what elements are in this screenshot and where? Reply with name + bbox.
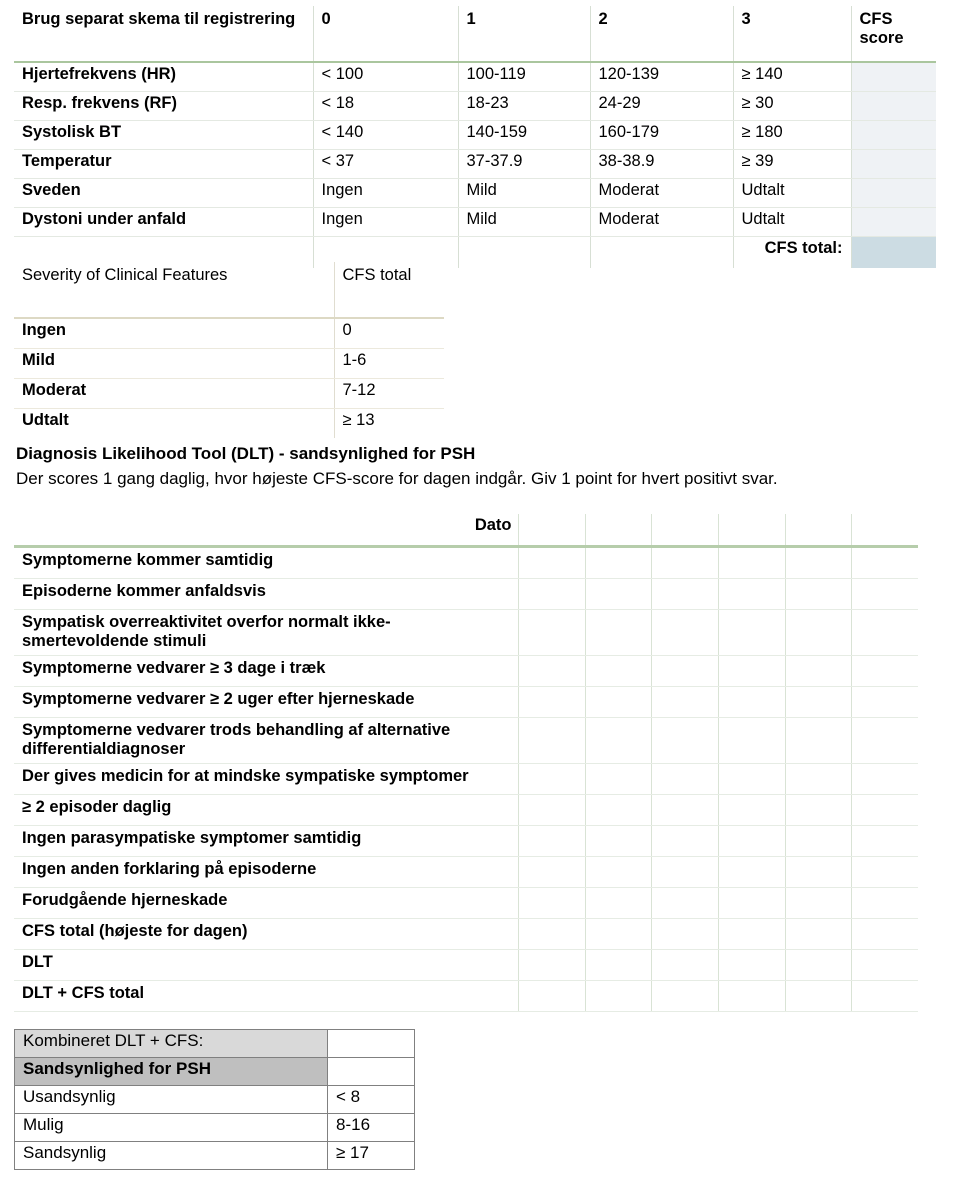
severity-table bbox=[14, 262, 444, 438]
table-row bbox=[14, 349, 444, 379]
table-row bbox=[14, 980, 918, 1011]
table-row bbox=[15, 1086, 415, 1114]
table-row bbox=[14, 610, 918, 656]
dlt-score-cell[interactable] bbox=[585, 887, 651, 918]
table-row bbox=[14, 379, 444, 409]
table-row bbox=[14, 547, 918, 579]
dlt-row-label: ≥ 2 episoder daglig bbox=[14, 794, 518, 825]
cfs-cell-1: Mild bbox=[458, 208, 590, 237]
dlt-score-cell[interactable] bbox=[851, 794, 918, 825]
dlt-score-cell[interactable] bbox=[651, 610, 718, 656]
cfs-header-2: 2 bbox=[590, 6, 733, 62]
cfs-score-input-cell[interactable] bbox=[851, 150, 936, 179]
cfs-cell-3: Udtalt bbox=[733, 208, 851, 237]
dlt-row-label: Der gives medicin for at mindske sympatiske symptomer bbox=[14, 763, 518, 794]
dlt-score-cell[interactable] bbox=[651, 918, 718, 949]
dlt-score-cell[interactable] bbox=[718, 655, 785, 686]
dlt-score-cell[interactable] bbox=[518, 717, 585, 763]
table-row bbox=[14, 579, 918, 610]
table-row bbox=[14, 655, 918, 686]
table-row bbox=[14, 686, 918, 717]
table-row bbox=[15, 1142, 415, 1170]
dlt-score-cell[interactable] bbox=[851, 547, 918, 579]
cfs-header-1: 1 bbox=[458, 6, 590, 62]
cfs-scoring-table bbox=[14, 6, 936, 268]
combined-total-value-cell[interactable] bbox=[328, 1030, 415, 1058]
dlt-score-cell[interactable] bbox=[718, 579, 785, 610]
dlt-score-cell[interactable] bbox=[851, 610, 918, 656]
dlt-score-cell[interactable] bbox=[585, 794, 651, 825]
dlt-score-cell[interactable] bbox=[718, 717, 785, 763]
cfs-cell-1: 100-119 bbox=[458, 62, 590, 92]
table-row bbox=[14, 918, 918, 949]
dlt-date-cell[interactable] bbox=[585, 514, 651, 547]
dlt-score-cell[interactable] bbox=[518, 918, 585, 949]
cfs-cell-3: ≥ 30 bbox=[733, 92, 851, 121]
cfs-header-0: 0 bbox=[313, 6, 458, 62]
cfs-cell-1: 140-159 bbox=[458, 121, 590, 150]
cfs-score-input-cell[interactable] bbox=[851, 179, 936, 208]
dlt-score-cell[interactable] bbox=[851, 686, 918, 717]
likelihood-row-label: Sandsynlig bbox=[15, 1142, 328, 1170]
dlt-score-cell[interactable] bbox=[785, 825, 851, 856]
cfs-cell-3: ≥ 180 bbox=[733, 121, 851, 150]
table-row bbox=[14, 62, 936, 92]
dlt-score-cell[interactable] bbox=[851, 763, 918, 794]
cfs-cell-3: Udtalt bbox=[733, 179, 851, 208]
table-row bbox=[14, 150, 936, 179]
dlt-row-label: Symptomerne vedvarer ≥ 2 uger efter hjerneskade bbox=[14, 686, 518, 717]
dlt-score-cell[interactable] bbox=[585, 547, 651, 579]
dlt-score-cell[interactable] bbox=[718, 610, 785, 656]
dlt-score-cell[interactable] bbox=[718, 794, 785, 825]
dlt-score-cell[interactable] bbox=[651, 686, 718, 717]
dlt-score-cell[interactable] bbox=[785, 717, 851, 763]
dlt-score-cell[interactable] bbox=[651, 794, 718, 825]
dlt-row-label: Ingen anden forklaring på episoderne bbox=[14, 856, 518, 887]
dlt-score-cell[interactable] bbox=[518, 825, 585, 856]
cfs-cell-2: Moderat bbox=[590, 179, 733, 208]
dlt-score-cell[interactable] bbox=[718, 980, 785, 1011]
dlt-date-cell[interactable] bbox=[718, 514, 785, 547]
dlt-row-label: Symptomerne vedvarer trods behandling af alternative differentialdiagnoser bbox=[14, 717, 518, 763]
cfs-cell-3: ≥ 39 bbox=[733, 150, 851, 179]
dlt-score-cell[interactable] bbox=[585, 949, 651, 980]
dlt-score-cell[interactable] bbox=[585, 763, 651, 794]
dlt-row-label: Episoderne kommer anfaldsvis bbox=[14, 579, 518, 610]
dlt-score-cell[interactable] bbox=[718, 825, 785, 856]
cfs-total-value-cell[interactable] bbox=[851, 237, 936, 269]
table-row bbox=[14, 318, 444, 349]
cfs-cell-0: < 100 bbox=[313, 62, 458, 92]
cfs-score-input-cell[interactable] bbox=[851, 208, 936, 237]
likelihood-row-value: ≥ 17 bbox=[328, 1142, 415, 1170]
cfs-header-row bbox=[14, 6, 936, 62]
table-row bbox=[15, 1114, 415, 1142]
cfs-score-input-cell[interactable] bbox=[851, 121, 936, 150]
dlt-row-label: Ingen parasympatiske symptomer samtidig bbox=[14, 825, 518, 856]
table-row bbox=[14, 763, 918, 794]
table-row bbox=[14, 856, 918, 887]
table-row bbox=[14, 179, 936, 208]
dlt-score-cell[interactable] bbox=[651, 949, 718, 980]
dlt-score-cell[interactable] bbox=[518, 949, 585, 980]
cfs-cell-3: ≥ 140 bbox=[733, 62, 851, 92]
dlt-score-cell[interactable] bbox=[651, 717, 718, 763]
severity-header-total: CFS total bbox=[334, 262, 444, 318]
dlt-score-cell[interactable] bbox=[718, 686, 785, 717]
dlt-score-cell[interactable] bbox=[851, 980, 918, 1011]
cfs-total-blank-1 bbox=[458, 237, 590, 269]
dlt-score-cell[interactable] bbox=[851, 918, 918, 949]
cfs-header-3: 3 bbox=[733, 6, 851, 62]
dlt-score-cell[interactable] bbox=[851, 579, 918, 610]
cfs-cell-0: < 140 bbox=[313, 121, 458, 150]
cfs-cell-0: < 18 bbox=[313, 92, 458, 121]
combined-total-row bbox=[15, 1030, 415, 1058]
dlt-score-cell[interactable] bbox=[785, 794, 851, 825]
dlt-score-cell[interactable] bbox=[785, 856, 851, 887]
dlt-row-label: DLT bbox=[14, 949, 518, 980]
dlt-score-cell[interactable] bbox=[585, 717, 651, 763]
likelihood-row-label: Mulig bbox=[15, 1114, 328, 1142]
dlt-score-cell[interactable] bbox=[518, 579, 585, 610]
dlt-score-cell[interactable] bbox=[518, 763, 585, 794]
cfs-cell-1: 18-23 bbox=[458, 92, 590, 121]
likelihood-row-value: 8-16 bbox=[328, 1114, 415, 1142]
dlt-score-cell[interactable] bbox=[851, 825, 918, 856]
dlt-score-cell[interactable] bbox=[518, 794, 585, 825]
dlt-scoring-table bbox=[14, 514, 918, 1012]
dlt-score-cell[interactable] bbox=[585, 655, 651, 686]
cfs-row-label: Resp. frekvens (RF) bbox=[14, 92, 313, 121]
dlt-score-cell[interactable] bbox=[585, 918, 651, 949]
cfs-row-label: Systolisk BT bbox=[14, 121, 313, 150]
dlt-row-label: Symptomerne vedvarer ≥ 3 dage i træk bbox=[14, 655, 518, 686]
likelihood-label: Sandsynlighed for PSH bbox=[15, 1058, 328, 1086]
dlt-score-cell[interactable] bbox=[851, 655, 918, 686]
cfs-row-label: Dystoni under anfald bbox=[14, 208, 313, 237]
dlt-score-cell[interactable] bbox=[785, 918, 851, 949]
dlt-score-cell[interactable] bbox=[651, 763, 718, 794]
dlt-date-cell[interactable] bbox=[851, 514, 918, 547]
likelihood-header-row bbox=[15, 1058, 415, 1086]
cfs-header-score: CFS score bbox=[851, 6, 936, 62]
table-row bbox=[14, 949, 918, 980]
dlt-score-cell[interactable] bbox=[718, 547, 785, 579]
dlt-score-cell[interactable] bbox=[651, 980, 718, 1011]
dlt-score-cell[interactable] bbox=[785, 610, 851, 656]
cfs-row-label: Temperatur bbox=[14, 150, 313, 179]
cfs-cell-2: 120-139 bbox=[590, 62, 733, 92]
table-row bbox=[14, 794, 918, 825]
dlt-score-cell[interactable] bbox=[785, 949, 851, 980]
dlt-score-cell[interactable] bbox=[585, 610, 651, 656]
cfs-cell-2: Moderat bbox=[590, 208, 733, 237]
dlt-score-cell[interactable] bbox=[585, 856, 651, 887]
cfs-row-label: Sveden bbox=[14, 179, 313, 208]
cfs-row-label: Hjertefrekvens (HR) bbox=[14, 62, 313, 92]
dlt-score-cell[interactable] bbox=[518, 980, 585, 1011]
table-row bbox=[14, 409, 444, 439]
cfs-header-label: Brug separat skema til registrering bbox=[14, 6, 313, 62]
dlt-score-cell[interactable] bbox=[785, 686, 851, 717]
severity-row-value: 7-12 bbox=[334, 379, 444, 409]
dlt-score-cell[interactable] bbox=[785, 547, 851, 579]
dlt-score-cell[interactable] bbox=[651, 655, 718, 686]
dlt-score-cell[interactable] bbox=[718, 856, 785, 887]
likelihood-value-cell[interactable] bbox=[328, 1058, 415, 1086]
dlt-score-cell[interactable] bbox=[585, 686, 651, 717]
dlt-score-cell[interactable] bbox=[718, 763, 785, 794]
cfs-cell-0: Ingen bbox=[313, 208, 458, 237]
cfs-cell-1: 37-37.9 bbox=[458, 150, 590, 179]
dlt-date-cell[interactable] bbox=[651, 514, 718, 547]
dlt-score-cell[interactable] bbox=[651, 579, 718, 610]
dlt-section-heading: Diagnosis Likelihood Tool (DLT) - sandsynlighed for PSH bbox=[16, 444, 476, 463]
dlt-score-cell[interactable] bbox=[718, 918, 785, 949]
dlt-row-label: CFS total (højeste for dagen) bbox=[14, 918, 518, 949]
cfs-cell-1: Mild bbox=[458, 179, 590, 208]
table-row bbox=[14, 121, 936, 150]
dlt-date-header: Dato bbox=[14, 514, 518, 547]
dlt-date-cell[interactable] bbox=[518, 514, 585, 547]
dlt-row-label: DLT + CFS total bbox=[14, 980, 518, 1011]
severity-row-label: Ingen bbox=[14, 318, 334, 349]
likelihood-row-value: < 8 bbox=[328, 1086, 415, 1114]
severity-row-label: Moderat bbox=[14, 379, 334, 409]
dlt-score-cell[interactable] bbox=[718, 887, 785, 918]
cfs-cell-0: Ingen bbox=[313, 179, 458, 208]
dlt-score-cell[interactable] bbox=[518, 887, 585, 918]
dlt-score-cell[interactable] bbox=[785, 655, 851, 686]
severity-row-label: Mild bbox=[14, 349, 334, 379]
dlt-row-label: Sympatisk overreaktivitet overfor normalt ikke-smertevoldende stimuli bbox=[14, 610, 518, 656]
likelihood-row-label: Usandsynlig bbox=[15, 1086, 328, 1114]
table-row bbox=[14, 208, 936, 237]
dlt-score-cell[interactable] bbox=[651, 856, 718, 887]
dlt-score-cell[interactable] bbox=[851, 949, 918, 980]
severity-row-value: ≥ 13 bbox=[342, 411, 375, 429]
severity-row-value: 1-6 bbox=[334, 349, 444, 379]
dlt-score-cell[interactable] bbox=[785, 980, 851, 1011]
table-row bbox=[14, 887, 918, 918]
severity-header-label: Severity of Clinical Features bbox=[14, 262, 334, 318]
dlt-score-cell[interactable] bbox=[518, 856, 585, 887]
dlt-score-cell[interactable] bbox=[851, 887, 918, 918]
cfs-score-input-cell[interactable] bbox=[851, 92, 936, 121]
dlt-score-cell[interactable] bbox=[718, 949, 785, 980]
dlt-score-cell[interactable] bbox=[651, 547, 718, 579]
dlt-score-cell[interactable] bbox=[651, 825, 718, 856]
dlt-score-cell[interactable] bbox=[518, 610, 585, 656]
dlt-score-cell[interactable] bbox=[851, 717, 918, 763]
dlt-score-cell[interactable] bbox=[785, 579, 851, 610]
combined-score-table bbox=[14, 1029, 415, 1170]
dlt-score-cell[interactable] bbox=[785, 763, 851, 794]
cfs-total-blank-2 bbox=[590, 237, 733, 269]
combined-total-label: Kombineret DLT + CFS: bbox=[15, 1030, 328, 1058]
severity-row-label: Udtalt bbox=[14, 409, 334, 439]
dlt-row-label: Forudgående hjerneskade bbox=[14, 887, 518, 918]
dlt-score-cell[interactable] bbox=[651, 887, 718, 918]
dlt-score-cell[interactable] bbox=[785, 887, 851, 918]
cfs-cell-0: < 37 bbox=[313, 150, 458, 179]
severity-header-row bbox=[14, 262, 444, 318]
cfs-score-input-cell[interactable] bbox=[851, 62, 936, 92]
dlt-score-cell[interactable] bbox=[518, 655, 585, 686]
dlt-score-cell[interactable] bbox=[585, 980, 651, 1011]
dlt-score-cell[interactable] bbox=[851, 856, 918, 887]
table-row bbox=[14, 92, 936, 121]
cfs-cell-2: 24-29 bbox=[590, 92, 733, 121]
cfs-cell-2: 160-179 bbox=[590, 121, 733, 150]
cfs-cell-2: 38-38.9 bbox=[590, 150, 733, 179]
table-row bbox=[14, 717, 918, 763]
dlt-score-cell[interactable] bbox=[585, 825, 651, 856]
severity-row-value: 0 bbox=[334, 318, 444, 349]
dlt-date-cell[interactable] bbox=[785, 514, 851, 547]
dlt-header-row bbox=[14, 514, 918, 547]
table-row bbox=[14, 825, 918, 856]
dlt-score-cell[interactable] bbox=[518, 547, 585, 579]
dlt-row-label: Symptomerne kommer samtidig bbox=[14, 547, 518, 579]
dlt-score-cell[interactable] bbox=[518, 686, 585, 717]
dlt-score-cell[interactable] bbox=[585, 579, 651, 610]
cfs-total-label: CFS total: bbox=[733, 237, 851, 269]
dlt-section-intro: Der scores 1 gang daglig, hvor højeste CFS-score for dagen indgår. Giv 1 point for hvert positivt svar. bbox=[16, 469, 778, 488]
